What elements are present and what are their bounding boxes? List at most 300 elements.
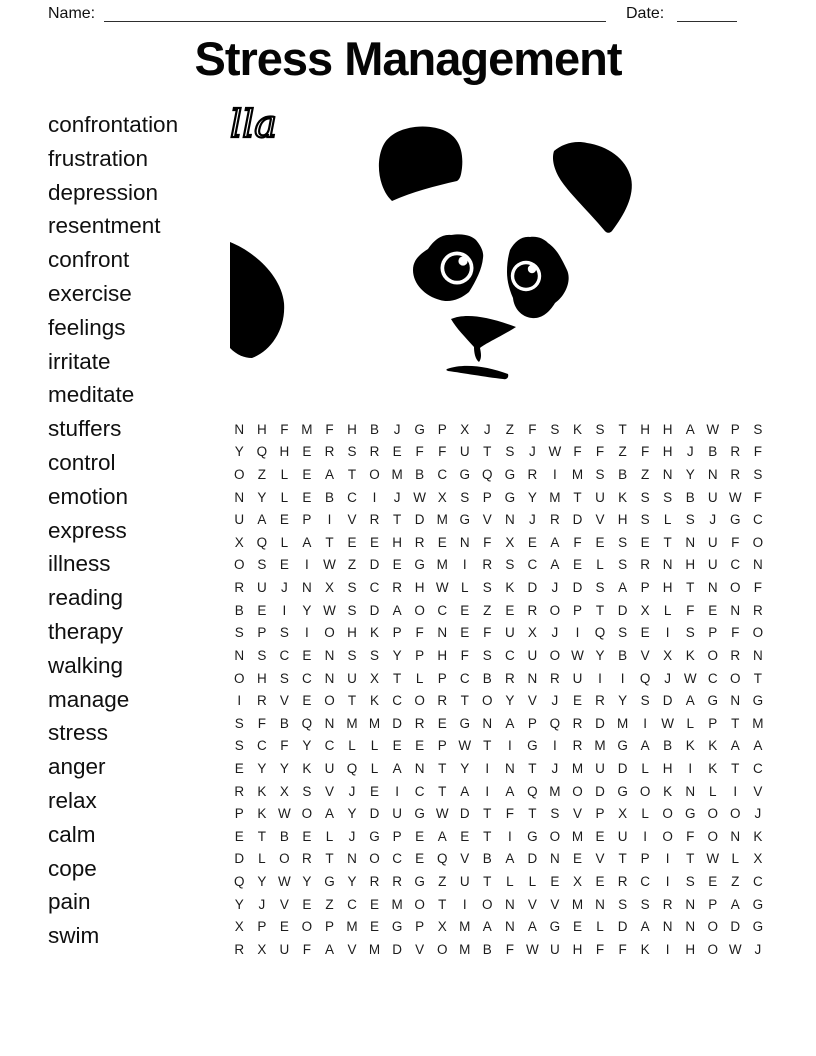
grid-cell: A: [324, 467, 334, 483]
grid-cell: P: [527, 715, 537, 731]
grid-cell: I: [553, 738, 557, 754]
grid-cell: S: [347, 602, 357, 618]
grid-cell: S: [640, 896, 650, 912]
grid-cell: X: [753, 851, 763, 867]
grid-cell: Q: [234, 873, 245, 889]
grid-cell: K: [685, 738, 695, 754]
grid-cell: I: [643, 828, 647, 844]
grid-cell: O: [707, 647, 719, 663]
grid-cell: F: [280, 421, 289, 437]
grid-cell: J: [551, 760, 559, 776]
grid-cell: H: [662, 421, 673, 437]
grid-cell: T: [731, 760, 740, 776]
word-list-item: cope: [48, 855, 97, 881]
grid-cell: D: [572, 512, 583, 528]
grid-cell: O: [369, 467, 380, 483]
grid-cell: V: [550, 896, 560, 912]
grid-cell: W: [571, 647, 584, 663]
grid-cell: T: [347, 693, 357, 709]
grid-cell: R: [414, 534, 425, 550]
grid-cell: N: [595, 896, 605, 912]
word-list-item: emotion: [48, 483, 129, 509]
grid-cell: S: [279, 670, 289, 686]
grid-cell: O: [234, 467, 245, 483]
grid-cell: X: [279, 783, 289, 799]
grid-cell: I: [485, 783, 490, 799]
grid-cell: T: [573, 489, 582, 505]
grid-cell: H: [662, 760, 673, 776]
grid-cell: R: [550, 512, 560, 528]
grid-cell: U: [459, 444, 470, 460]
grid-cell: I: [643, 715, 647, 731]
grid-cell: E: [640, 534, 650, 550]
grid-cell: S: [753, 421, 763, 437]
grid-cell: J: [348, 828, 356, 844]
date-fill-line: [677, 21, 737, 22]
grid-cell: K: [753, 828, 763, 844]
grid-cell: G: [617, 738, 628, 754]
grid-cell: F: [483, 534, 492, 550]
grid-cell: C: [256, 738, 267, 754]
grid-cell: U: [707, 489, 718, 505]
grid-cell: Q: [527, 783, 538, 799]
grid-cell: Y: [257, 873, 267, 889]
grid-cell: P: [437, 738, 447, 754]
grid-cell: O: [707, 806, 719, 822]
grid-cell: E: [505, 602, 515, 618]
grid-cell: T: [483, 444, 492, 460]
grid-cell: H: [414, 580, 425, 596]
grid-cell: F: [460, 647, 469, 663]
grid-cell: S: [550, 806, 560, 822]
grid-cell: D: [617, 602, 628, 618]
grid-cell: V: [527, 896, 537, 912]
grid-cell: A: [392, 760, 402, 776]
grid-cell: G: [752, 693, 764, 709]
grid-cell: W: [683, 670, 697, 686]
grid-cell: W: [728, 941, 742, 957]
grid-cell: F: [325, 421, 334, 437]
grid-cell: K: [685, 647, 695, 663]
grid-cell: U: [595, 760, 605, 776]
word-list-item: stuffers: [48, 416, 122, 442]
grid-cell: U: [707, 534, 718, 550]
grid-cell: K: [257, 806, 267, 822]
grid-cell: R: [369, 444, 380, 460]
grid-cell: N: [234, 489, 245, 505]
grid-cell: N: [459, 534, 470, 550]
grid-cell: S: [663, 489, 673, 505]
grid-cell: C: [347, 896, 357, 912]
grid-cell: K: [257, 783, 267, 799]
grid-cell: H: [347, 421, 357, 437]
grid-cell: D: [234, 851, 245, 867]
grid-cell: S: [505, 557, 515, 573]
grid-cell: M: [549, 489, 561, 505]
word-list-item: therapy: [48, 618, 124, 644]
grid-cell: O: [279, 851, 290, 867]
grid-cell: T: [686, 851, 695, 867]
grid-cell: F: [686, 828, 695, 844]
grid-cell: R: [392, 580, 402, 596]
grid-cell: V: [753, 783, 763, 799]
grid-cell: P: [640, 851, 650, 867]
grid-cell: I: [665, 625, 670, 641]
grid-cell: N: [302, 580, 312, 596]
grid-cell: N: [707, 467, 718, 483]
grid-cell: W: [323, 602, 336, 618]
grid-cell: F: [505, 806, 514, 822]
grid-cell: E: [279, 512, 289, 528]
grid-cell: V: [415, 941, 425, 957]
word-list-item: anger: [48, 754, 106, 780]
grid-cell: F: [731, 625, 740, 641]
grid-cell: Q: [639, 670, 651, 686]
grid-cell: M: [368, 715, 381, 731]
grid-cell: P: [595, 806, 605, 822]
grid-cell: A: [753, 738, 763, 754]
grid-cell: L: [641, 760, 649, 776]
grid-cell: L: [596, 919, 604, 935]
grid-cell: E: [460, 625, 470, 641]
grid-cell: B: [279, 828, 289, 844]
grid-cell: C: [459, 670, 470, 686]
grid-cell: N: [550, 851, 560, 867]
grid-cell: J: [754, 941, 762, 957]
grid-cell: X: [618, 806, 628, 822]
grid-cell: T: [528, 806, 537, 822]
grid-cell: T: [347, 467, 357, 483]
grid-cell: M: [391, 896, 403, 912]
grid-cell: J: [348, 783, 356, 799]
grid-cell: M: [436, 557, 448, 573]
grid-cell: L: [460, 580, 469, 596]
word-list: [48, 108, 178, 953]
grid-cell: J: [551, 580, 559, 596]
grid-cell: Y: [302, 602, 312, 618]
grid-cell: R: [595, 693, 605, 709]
grid-cell: B: [482, 941, 492, 957]
grid-cell: F: [302, 941, 312, 957]
grid-cell: E: [415, 828, 425, 844]
grid-cell: Y: [595, 647, 605, 663]
grid-cell: M: [616, 715, 629, 731]
grid-cell: V: [279, 693, 289, 709]
grid-cell: G: [504, 467, 516, 483]
grid-cell: Y: [347, 873, 357, 889]
grid-cell: Z: [257, 467, 266, 483]
grid-cell: X: [460, 421, 470, 437]
grid-cell: K: [708, 760, 718, 776]
grid-cell: Q: [436, 851, 448, 867]
grid-cell: F: [753, 444, 762, 460]
grid-cell: S: [482, 580, 492, 596]
grid-cell: I: [327, 512, 332, 528]
grid-cell: V: [460, 851, 470, 867]
grid-cell: A: [505, 715, 515, 731]
grid-cell: I: [507, 828, 512, 844]
grid-cell: S: [640, 693, 650, 709]
grid-cell: J: [664, 670, 672, 686]
grid-cell: I: [282, 602, 287, 618]
grid-cell: M: [346, 715, 358, 731]
grid-cell: P: [572, 602, 582, 618]
grid-cell: I: [507, 738, 512, 754]
grid-cell: D: [414, 512, 425, 528]
grid-cell: I: [688, 760, 693, 776]
grid-cell: U: [347, 670, 357, 686]
grid-cell: S: [302, 783, 312, 799]
grid-cell: X: [437, 919, 447, 935]
grid-cell: D: [595, 715, 605, 731]
grid-cell: Z: [347, 557, 357, 573]
grid-cell: E: [572, 693, 582, 709]
grid-cell: O: [234, 670, 245, 686]
grid-cell: I: [305, 557, 309, 573]
grid-cell: E: [415, 851, 425, 867]
panda-illustration: [224, 100, 644, 390]
grid-cell: T: [438, 896, 447, 912]
grid-cell: O: [730, 580, 741, 596]
grid-cell: Q: [256, 444, 268, 460]
grid-cell: O: [234, 557, 245, 573]
date-label: Date:: [626, 5, 665, 22]
grid-cell: K: [708, 738, 718, 754]
grid-cell: Z: [325, 896, 334, 912]
grid-cell: A: [324, 941, 334, 957]
grid-cell: E: [392, 444, 402, 460]
grid-cell: R: [527, 602, 538, 618]
word-list-item: meditate: [48, 382, 135, 408]
grid-cell: K: [370, 625, 380, 641]
grid-cell: K: [505, 580, 515, 596]
grid-cell: F: [573, 534, 582, 550]
grid-cell: G: [391, 919, 403, 935]
grid-cell: L: [663, 512, 672, 528]
grid-cell: P: [415, 919, 425, 935]
grid-cell: H: [437, 647, 448, 663]
grid-cell: F: [640, 444, 650, 460]
grid-cell: I: [462, 557, 467, 573]
word-list-item: frustration: [48, 145, 149, 171]
grid-cell: G: [414, 806, 425, 822]
grid-cell: F: [573, 444, 582, 460]
grid-cell: C: [730, 557, 741, 573]
grid-cell: A: [640, 919, 650, 935]
grid-cell: P: [257, 919, 267, 935]
grid-cell: W: [706, 851, 720, 867]
grid-cell: G: [752, 896, 764, 912]
grid-cell: J: [551, 625, 559, 641]
name-fill-line: [104, 21, 606, 22]
grid-cell: I: [553, 467, 557, 483]
grid-cell: A: [685, 693, 695, 709]
grid-cell: J: [393, 421, 401, 437]
grid-cell: F: [257, 715, 266, 731]
grid-cell: E: [302, 693, 312, 709]
grid-cell: O: [301, 806, 313, 822]
grid-cell: F: [753, 580, 762, 596]
grid-cell: N: [504, 512, 515, 528]
grid-cell: O: [549, 828, 561, 844]
grid-cell: T: [731, 715, 740, 731]
panda-right-eye-icon: [511, 261, 541, 291]
grid-cell: N: [685, 919, 696, 935]
word-list-item: express: [48, 517, 127, 543]
grid-cell: F: [438, 444, 447, 460]
grid-cell: S: [618, 557, 628, 573]
grid-cell: M: [391, 467, 403, 483]
grid-cell: P: [392, 625, 402, 641]
grid-cell: Z: [438, 873, 447, 889]
grid-cell: V: [482, 512, 492, 528]
grid-cell: G: [527, 738, 538, 754]
grid-cell: V: [640, 647, 650, 663]
grid-cell: R: [662, 896, 673, 912]
grid-cell: I: [733, 783, 738, 799]
word-list-item: reading: [48, 585, 124, 611]
grid-cell: T: [483, 806, 492, 822]
grid-cell: E: [370, 534, 380, 550]
grid-cell: E: [370, 896, 380, 912]
grid-cell: S: [234, 715, 244, 731]
grid-cell: H: [617, 512, 628, 528]
grid-cell: A: [482, 919, 492, 935]
word-list-item: resentment: [48, 213, 161, 239]
grid-cell: D: [730, 919, 741, 935]
grid-cell: D: [369, 557, 380, 573]
grid-cell: F: [595, 444, 605, 460]
panda-left-cheek-icon: [230, 242, 284, 358]
grid-cell: S: [347, 444, 357, 460]
grid-cell: T: [595, 602, 605, 618]
grid-cell: Y: [234, 896, 244, 912]
word-list-item: irritate: [48, 348, 111, 374]
grid-cell: B: [482, 670, 492, 686]
grid-cell: F: [686, 602, 695, 618]
grid-cell: P: [482, 489, 492, 505]
grid-cell: S: [257, 647, 267, 663]
grid-cell: N: [437, 625, 448, 641]
grid-cell: E: [550, 873, 560, 889]
grid-cell: G: [617, 783, 628, 799]
grid-cell: E: [595, 873, 605, 889]
grid-cell: N: [504, 919, 515, 935]
grid-cell: H: [685, 941, 696, 957]
grid-cell: X: [572, 873, 582, 889]
grid-cell: E: [640, 625, 650, 641]
grid-cell: E: [370, 919, 380, 935]
grid-cell: S: [685, 512, 695, 528]
grid-cell: J: [258, 896, 266, 912]
grid-cell: U: [504, 625, 515, 641]
grid-cell: C: [707, 670, 718, 686]
grid-cell: E: [437, 534, 447, 550]
grid-cell: M: [368, 941, 381, 957]
grid-cell: R: [324, 444, 335, 460]
grid-cell: L: [731, 851, 740, 867]
grid-cell: N: [662, 467, 673, 483]
grid-cell: R: [302, 851, 312, 867]
grid-cell: C: [279, 647, 290, 663]
grid-cell: N: [347, 851, 357, 867]
grid-cell: L: [280, 489, 289, 505]
grid-cell: P: [640, 580, 650, 596]
grid-cell: R: [730, 444, 741, 460]
grid-cell: T: [257, 828, 266, 844]
grid-cell: L: [641, 806, 649, 822]
grid-cell: Y: [279, 760, 289, 776]
grid-cell: N: [662, 919, 673, 935]
grid-cell: L: [370, 738, 379, 754]
panda-mouth-icon: [446, 366, 508, 379]
grid-cell: U: [595, 489, 605, 505]
grid-cell: J: [393, 489, 401, 505]
grid-cell: S: [618, 534, 628, 550]
grid-cell: V: [595, 851, 605, 867]
grid-cell: X: [640, 602, 650, 618]
grid-cell: X: [663, 647, 673, 663]
grid-cell: Z: [505, 421, 514, 437]
grid-cell: P: [257, 625, 267, 641]
grid-cell: O: [414, 896, 425, 912]
grid-cell: C: [504, 647, 515, 663]
grid-cell: D: [392, 715, 402, 731]
grid-cell: E: [234, 760, 244, 776]
grid-cell: S: [550, 421, 560, 437]
grid-cell: S: [618, 625, 628, 641]
grid-cell: U: [392, 806, 402, 822]
grid-cell: W: [728, 489, 742, 505]
grid-cell: E: [572, 557, 582, 573]
word-list-item: feelings: [48, 314, 126, 340]
grid-cell: E: [460, 602, 470, 618]
grid-cell: B: [370, 421, 380, 437]
grid-cell: G: [459, 715, 470, 731]
grid-cell: G: [324, 873, 335, 889]
grid-cell: F: [753, 489, 762, 505]
grid-cell: J: [529, 444, 536, 460]
grid-cell: N: [685, 896, 696, 912]
grid-cell: V: [347, 512, 357, 528]
grid-cell: E: [708, 602, 718, 618]
panda-left-ear-icon: [379, 127, 462, 201]
grid-cell: G: [414, 873, 425, 889]
grid-cell: G: [459, 512, 470, 528]
grid-cell: T: [438, 783, 447, 799]
grid-cell: T: [483, 738, 492, 754]
grid-cell: A: [324, 806, 334, 822]
grid-cell: H: [392, 534, 402, 550]
grid-cell: R: [550, 670, 560, 686]
grid-cell: P: [234, 806, 244, 822]
panda-nose-icon: [451, 316, 516, 362]
grid-cell: B: [279, 715, 289, 731]
grid-cell: O: [707, 919, 719, 935]
grid-cell: N: [730, 602, 741, 618]
grid-cell: L: [280, 467, 289, 483]
grid-cell: I: [305, 625, 309, 641]
grid-cell: H: [347, 625, 357, 641]
grid-cell: Z: [731, 873, 740, 889]
grid-cell: J: [483, 421, 491, 437]
grid-cell: G: [504, 489, 516, 505]
grid-cell: W: [548, 444, 562, 460]
word-list-item: calm: [48, 821, 96, 847]
grid-cell: Y: [302, 873, 312, 889]
grid-cell: G: [414, 421, 425, 437]
grid-cell: W: [277, 806, 291, 822]
